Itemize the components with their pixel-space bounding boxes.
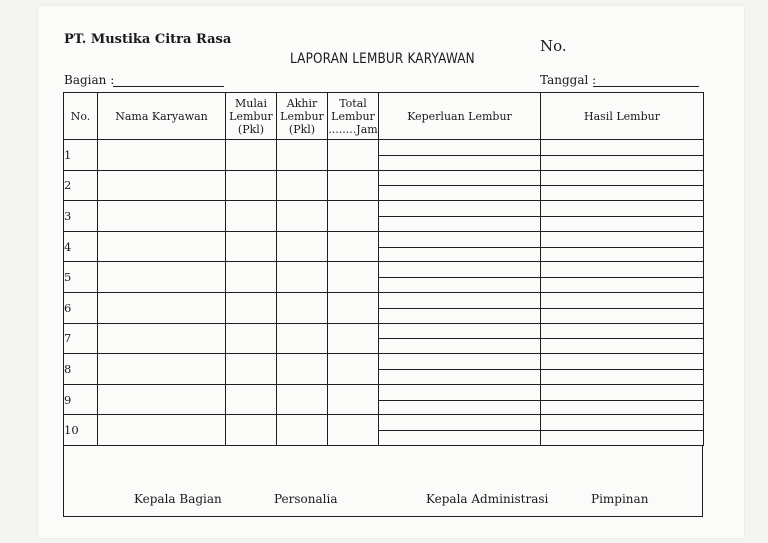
table-row <box>64 231 704 262</box>
ruled-line <box>379 338 540 339</box>
cell-mulai-lembur[interactable] <box>226 384 277 415</box>
cell-keperluan-lembur[interactable] <box>379 201 541 232</box>
table-row <box>64 262 704 293</box>
header-nama-karyawan: Nama Karyawan <box>98 93 226 140</box>
cell-hasil-lembur[interactable] <box>541 323 704 354</box>
header-mulai-line2: Lembur <box>229 109 273 123</box>
document-number-label: No. <box>540 37 567 55</box>
cell-keperluan-lembur[interactable] <box>379 292 541 323</box>
cell-total-lembur[interactable] <box>328 140 379 171</box>
cell-total-lembur[interactable] <box>328 262 379 293</box>
table-row <box>64 292 704 323</box>
cell-hasil-lembur[interactable] <box>541 262 704 293</box>
header-total-line1: Total <box>339 96 367 110</box>
cell-nama-karyawan[interactable] <box>98 262 226 293</box>
table-row <box>64 140 704 171</box>
cell-nama-karyawan[interactable] <box>98 231 226 262</box>
table-row <box>64 201 704 232</box>
header-total-lembur <box>328 93 379 140</box>
cell-akhir-lembur[interactable] <box>277 262 328 293</box>
tanggal-label: Tanggal : <box>540 73 597 87</box>
table-row <box>64 384 704 415</box>
table-row <box>64 354 704 385</box>
header-total-line2: Lembur <box>331 109 375 123</box>
cell-akhir-lembur[interactable] <box>277 384 328 415</box>
cell-keperluan-lembur[interactable] <box>379 415 541 446</box>
row-number: 9 <box>64 384 98 415</box>
signature-area <box>63 446 703 517</box>
cell-hasil-lembur[interactable] <box>541 201 704 232</box>
header-akhir-lembur <box>277 93 328 140</box>
row-number: 4 <box>64 231 98 262</box>
cell-akhir-lembur[interactable] <box>277 292 328 323</box>
ruled-line <box>379 400 540 401</box>
ruled-line <box>541 216 703 217</box>
cell-mulai-lembur[interactable] <box>226 231 277 262</box>
cell-keperluan-lembur[interactable] <box>379 384 541 415</box>
tanggal-input-line[interactable] <box>593 86 699 87</box>
row-number: 1 <box>64 140 98 171</box>
bagian-label: Bagian : <box>64 73 115 87</box>
cell-akhir-lembur[interactable] <box>277 354 328 385</box>
ruled-line <box>541 369 703 370</box>
header-akhir-line2: Lembur <box>280 109 324 123</box>
ruled-line <box>379 155 540 156</box>
cell-akhir-lembur[interactable] <box>277 201 328 232</box>
table-row <box>64 323 704 354</box>
header-akhir-line3: (Pkl) <box>288 122 316 136</box>
row-number: 2 <box>64 170 98 201</box>
cell-keperluan-lembur[interactable] <box>379 262 541 293</box>
cell-nama-karyawan[interactable] <box>98 292 226 323</box>
header-total-line3: ........Jam <box>328 122 378 136</box>
cell-mulai-lembur[interactable] <box>226 292 277 323</box>
cell-total-lembur[interactable] <box>328 231 379 262</box>
cell-hasil-lembur[interactable] <box>541 170 704 201</box>
cell-nama-karyawan[interactable] <box>98 354 226 385</box>
bagian-input-line[interactable] <box>113 86 224 87</box>
ruled-line <box>541 247 703 248</box>
ruled-line <box>541 430 703 431</box>
header-akhir-line1: Akhir <box>286 96 318 110</box>
signature-kepala-administrasi: Kepala Administrasi <box>426 492 549 506</box>
cell-hasil-lembur[interactable] <box>541 384 704 415</box>
cell-nama-karyawan[interactable] <box>98 384 226 415</box>
cell-total-lembur[interactable] <box>328 415 379 446</box>
cell-mulai-lembur[interactable] <box>226 170 277 201</box>
signature-pimpinan: Pimpinan <box>591 492 649 506</box>
ruled-line <box>379 185 540 186</box>
ruled-line <box>379 308 540 309</box>
header-keperluan-lembur: Keperluan Lembur <box>379 93 541 140</box>
company-name: PT. Mustika Citra Rasa <box>64 32 232 47</box>
cell-mulai-lembur[interactable] <box>226 354 277 385</box>
table-row <box>64 415 704 446</box>
cell-akhir-lembur[interactable] <box>277 323 328 354</box>
cell-total-lembur[interactable] <box>328 384 379 415</box>
row-number: 6 <box>64 292 98 323</box>
cell-keperluan-lembur[interactable] <box>379 323 541 354</box>
ruled-line <box>541 400 703 401</box>
ruled-line <box>379 247 540 248</box>
cell-mulai-lembur[interactable] <box>226 323 277 354</box>
cell-total-lembur[interactable] <box>328 201 379 232</box>
cell-hasil-lembur[interactable] <box>541 140 704 171</box>
header-mulai-line3: (Pkl) <box>237 122 265 136</box>
cell-mulai-lembur[interactable] <box>226 201 277 232</box>
cell-akhir-lembur[interactable] <box>277 140 328 171</box>
cell-keperluan-lembur[interactable] <box>379 140 541 171</box>
table-header-row <box>64 93 704 140</box>
cell-hasil-lembur[interactable] <box>541 292 704 323</box>
cell-hasil-lembur[interactable] <box>541 354 704 385</box>
ruled-line <box>541 277 703 278</box>
form-title: LAPORAN LEMBUR KARYAWAN <box>290 51 475 67</box>
header-no: No. <box>64 93 98 140</box>
cell-nama-karyawan[interactable] <box>98 140 226 171</box>
header-mulai-line1: Mulai <box>235 96 267 110</box>
row-number: 3 <box>64 201 98 232</box>
ruled-line <box>541 308 703 309</box>
cell-akhir-lembur[interactable] <box>277 231 328 262</box>
row-number: 10 <box>64 415 98 446</box>
row-number: 7 <box>64 323 98 354</box>
ruled-line <box>379 369 540 370</box>
ruled-line <box>379 216 540 217</box>
signature-kepala-bagian: Kepala Bagian <box>134 492 222 506</box>
cell-mulai-lembur[interactable] <box>226 415 277 446</box>
cell-nama-karyawan[interactable] <box>98 415 226 446</box>
ruled-line <box>541 155 703 156</box>
cell-akhir-lembur[interactable] <box>277 170 328 201</box>
signature-personalia: Personalia <box>274 492 338 506</box>
ruled-line <box>541 185 703 186</box>
cell-mulai-lembur[interactable] <box>226 262 277 293</box>
ruled-line <box>379 277 540 278</box>
row-number: 8 <box>64 354 98 385</box>
cell-total-lembur[interactable] <box>328 354 379 385</box>
cell-nama-karyawan[interactable] <box>98 170 226 201</box>
cell-keperluan-lembur[interactable] <box>379 170 541 201</box>
cell-nama-karyawan[interactable] <box>98 323 226 354</box>
ruled-line <box>541 338 703 339</box>
header-hasil-lembur: Hasil Lembur <box>541 93 704 140</box>
row-number: 5 <box>64 262 98 293</box>
cell-mulai-lembur[interactable] <box>226 140 277 171</box>
cell-total-lembur[interactable] <box>328 323 379 354</box>
table-row <box>64 170 704 201</box>
ruled-line <box>379 430 540 431</box>
cell-keperluan-lembur[interactable] <box>379 354 541 385</box>
overtime-table <box>63 92 704 446</box>
cell-hasil-lembur[interactable] <box>541 231 704 262</box>
cell-total-lembur[interactable] <box>328 292 379 323</box>
cell-total-lembur[interactable] <box>328 170 379 201</box>
cell-keperluan-lembur[interactable] <box>379 231 541 262</box>
cell-nama-karyawan[interactable] <box>98 201 226 232</box>
header-mulai-lembur <box>226 93 277 140</box>
cell-akhir-lembur[interactable] <box>277 415 328 446</box>
cell-hasil-lembur[interactable] <box>541 415 704 446</box>
